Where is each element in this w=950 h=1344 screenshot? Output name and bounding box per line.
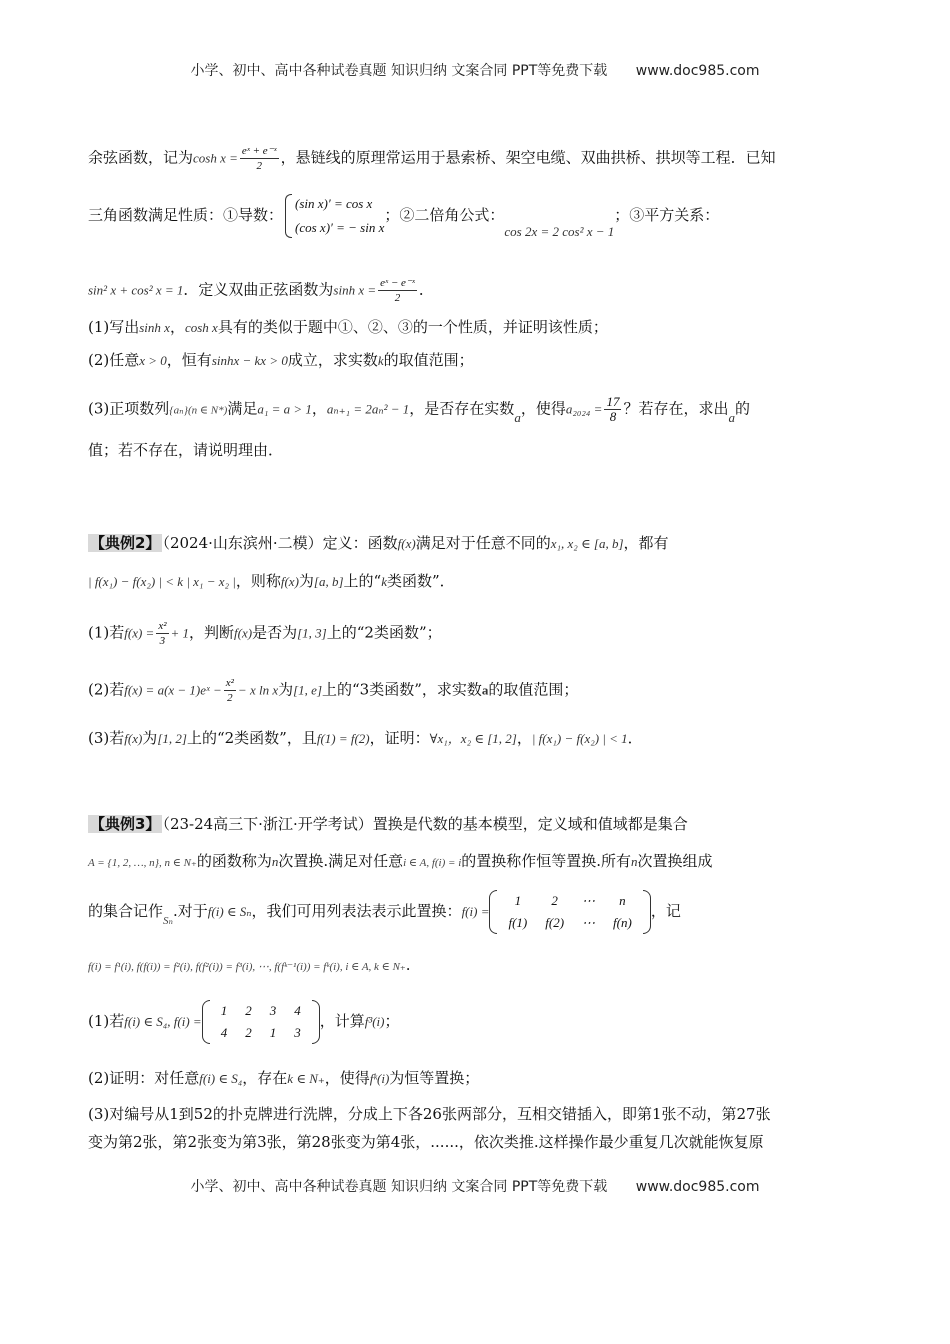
ex2-question-2 xyxy=(88,676,862,705)
text-fragment: a xyxy=(514,409,521,425)
ex2-question-3 xyxy=(88,726,862,751)
ex3-question-2 xyxy=(88,1066,862,1091)
text-fragment: f(i) ∈ Sₙ xyxy=(207,904,252,919)
text-fragment: (3)若 xyxy=(88,729,125,747)
q1-fraction xyxy=(156,619,168,648)
text-fragment: f(i) ∈ S₄, f(i) = xyxy=(124,1014,202,1029)
footer-site-link[interactable]: www.doc985.com xyxy=(635,1179,760,1195)
text-fragment: 次置换.满足对任意 xyxy=(278,852,404,870)
example-2-tag: 【典例2】 xyxy=(90,534,161,552)
text-fragment: (1)若 xyxy=(88,1012,125,1030)
text-fragment: {aₙ}(n ∈ N*) xyxy=(169,404,228,417)
text-fragment: (3)对编号从1到52的扑克牌进行洗牌，分成上下各26张两部分，互相交错插入，即第1张不动，第27张 xyxy=(88,1105,771,1123)
text-fragment: ，恒有 xyxy=(166,351,212,369)
text-fragment: 满足 xyxy=(227,399,258,418)
text-fragment: sinh x xyxy=(139,320,170,335)
text-fragment: 为 xyxy=(298,572,314,590)
text-fragment: ，使得 xyxy=(520,399,566,418)
footer-text: 小学、初中、高中各种试卷真题 知识归纳 文案合同 PPT等免费下载 xyxy=(190,1179,608,1195)
text-fragment: 的函数称为 xyxy=(196,852,272,870)
ex1-question-1 xyxy=(88,315,862,340)
derivative-system xyxy=(283,192,384,240)
text-fragment: ，则称 xyxy=(235,572,281,590)
text-fragment: ，证明： xyxy=(369,729,430,747)
text-fragment: + 1 xyxy=(170,625,190,641)
text-fragment: eˣ + e⁻ˣ xyxy=(241,145,277,157)
text-fragment: 满足对于任意不同的 xyxy=(415,534,551,552)
text-fragment: 上的“2类函数”，且 xyxy=(186,729,317,747)
text-fragment: k xyxy=(381,574,387,589)
text-fragment: | f(x₁) − f(x₂) | < 1 xyxy=(531,731,628,746)
text-fragment: ，计算 xyxy=(319,1012,365,1030)
text-fragment: aₙ₊₁ = 2aₙ² − 1 xyxy=(326,401,410,417)
text-fragment: ，判断 xyxy=(189,623,235,642)
text-fragment: x² xyxy=(158,620,167,632)
text-fragment: 为 xyxy=(142,729,158,747)
text-fragment: ， xyxy=(311,399,327,418)
ex3-line-3 xyxy=(88,890,862,934)
ex1-line-2: 三角函数满足性质：①导数： (sin x)′ = cos x (cos x)′ = − sin x ；②二倍角公式：cos 2x = 2 cos² x − 1；③平方关系： xyxy=(88,192,862,240)
text-fragment: A = {1, 2, …, n}, n ∈ N₊ xyxy=(88,857,197,869)
text-fragment: 的集合记作 xyxy=(88,902,164,920)
text-fragment: ； xyxy=(384,1012,400,1030)
text-fragment: 3 xyxy=(159,635,166,647)
text-fragment: [1, e] xyxy=(293,682,323,698)
text-fragment: 变为第2张，第2张变为第3张，第28张变为第4张，......，依次类推.这样操作最少重复几次就能恢复原 xyxy=(88,1133,764,1151)
text-fragment: a₂₀₂₄ = xyxy=(565,401,603,417)
text-fragment: 值；若不存在，请说明理由． xyxy=(88,441,284,459)
ex3-question-3-line-2 xyxy=(88,1130,862,1154)
text-fragment: 为恒等置换； xyxy=(389,1069,480,1087)
text-fragment: ，存在 xyxy=(242,1069,288,1087)
text-fragment: 17 xyxy=(606,394,620,409)
ex1-question-3 xyxy=(88,395,862,424)
text-fragment: 上的“2类函数”； xyxy=(326,623,442,642)
text-fragment: | f(x₁) − f(x₂) | < k | x₁ − x₂ | xyxy=(88,574,236,589)
ex3-line-1 xyxy=(88,812,862,836)
header-text: 小学、初中、高中各种试卷真题 知识归纳 文案合同 PPT等免费下载 xyxy=(190,63,608,79)
text-fragment: 2 xyxy=(227,692,233,704)
text-fragment: ∀x₁， xyxy=(429,731,461,746)
text-fragment: (sin x)′ = cos x xyxy=(295,196,373,211)
text-fragment: f(i) = xyxy=(461,904,490,919)
ex1-line-3: sin² x + cos² x = 1．定义双曲正弦函数为sinh x = $\frac{\text{eˣ − e⁻ˣ}}{2}$ ． xyxy=(88,277,434,304)
text-fragment: f(x) = a(x − 1)eˣ − xyxy=(124,682,222,698)
text-fragment: ，是否存在实数 xyxy=(409,399,515,418)
text-fragment: Sₙ xyxy=(163,915,173,927)
text-fragment: x² xyxy=(225,677,234,689)
text-fragment: x₂ ∈ [1, 2] xyxy=(460,731,517,746)
text-fragment: ？若存在，求出 xyxy=(623,399,729,418)
text-fragment: 成立，求实数 xyxy=(287,351,378,369)
text-fragment: 的 xyxy=(734,399,750,418)
ex3-line-2 xyxy=(88,849,862,875)
text-fragment: n xyxy=(271,854,279,869)
ex3-question-3-line-1 xyxy=(88,1102,862,1126)
text-fragment: f(x) xyxy=(124,731,143,746)
text-fragment: . xyxy=(405,956,411,974)
text-fragment: f(i) = f¹(i), f(f(i)) = f²(i), f(f²(i)) = f³(i), ⋯, f(fᵏ⁻¹(i)) = fᵏ(i), i ∈ A, k ∈ N₊ xyxy=(88,961,406,973)
text-fragment: ，我们可用列表法表示此置换： xyxy=(251,902,462,920)
text-fragment: 上的“ xyxy=(343,572,382,590)
text-fragment: 上的“3类函数”，求实数 xyxy=(322,680,482,699)
permutation-matrix-s4: 1 2 3 4 4 2 1 3 xyxy=(202,1000,320,1044)
text-fragment: i ∈ A, f(i) = i xyxy=(403,857,462,869)
text-fragment: 次置换组成 xyxy=(637,852,713,870)
text-fragment: a xyxy=(728,409,735,425)
a2024-fraction xyxy=(604,395,621,424)
text-fragment: ，记 xyxy=(650,902,681,920)
text-fragment: [a, b] xyxy=(313,574,344,589)
ex3-question-1 xyxy=(88,1000,862,1044)
text-fragment: eˣ − e⁻ˣ xyxy=(380,277,415,289)
text-fragment: fᵏ(i) xyxy=(369,1071,390,1086)
text-fragment: f(x) xyxy=(397,536,416,551)
ex2-line-2 xyxy=(88,569,862,594)
text-fragment: 类函数”． xyxy=(387,572,455,590)
sinh-fraction xyxy=(378,276,417,305)
text-fragment: − x ln x xyxy=(237,682,279,698)
text-fragment: 具有的类似于题中①、②、③的一个性质，并证明该性质； xyxy=(217,318,608,336)
ex2-line-1 xyxy=(88,531,862,556)
q2-fraction xyxy=(224,676,236,705)
text-fragment: k xyxy=(377,353,384,368)
cosh-fraction xyxy=(240,144,279,173)
text-fragment: 2 xyxy=(394,292,401,304)
text-fragment: ． xyxy=(627,729,643,747)
text-fragment: a₁ = a > 1 xyxy=(257,401,312,417)
text-fragment: (3)正项数列 xyxy=(88,399,170,418)
ex3-line-4 xyxy=(88,953,862,979)
text-fragment: 的取值范围； xyxy=(383,351,474,369)
text-fragment: （23-24高三下·浙江·开学考试）置换是代数的基本模型，定义域和值域都是集合 xyxy=(162,815,688,833)
text-fragment: (2)若 xyxy=(88,680,125,699)
text-fragment: (cos x)′ = − sin x xyxy=(295,220,385,235)
text-fragment: 为 xyxy=(278,680,294,699)
text-fragment: cosh x xyxy=(184,320,218,335)
text-fragment: f(x) xyxy=(280,574,299,589)
text-fragment: k ∈ N₊ xyxy=(287,1071,325,1086)
header-site-link[interactable]: www.doc985.com xyxy=(635,63,760,79)
text-fragment: f(i) ∈ S₄ xyxy=(199,1071,243,1086)
ex1-question-2 xyxy=(88,348,862,373)
ex1-question-3-cont xyxy=(88,438,862,462)
page-header xyxy=(0,60,950,80)
text-fragment: ， xyxy=(169,318,185,336)
text-fragment: x₁, x₂ ∈ [a, b] xyxy=(550,536,624,551)
example-3-tag: 【典例3】 xyxy=(90,815,161,833)
text-fragment: f(1) = f(2) xyxy=(316,731,370,746)
text-fragment: [1, 2] xyxy=(157,731,187,746)
text-fragment: ，都有 xyxy=(623,534,669,552)
text-fragment: 是否为 xyxy=(252,623,298,642)
text-fragment: (1)写出 xyxy=(88,318,140,336)
page-footer xyxy=(0,1176,950,1196)
text-fragment: f³(i) xyxy=(364,1014,385,1029)
text-fragment: f(x) xyxy=(234,625,253,641)
text-fragment: 2 xyxy=(256,160,262,172)
text-fragment: ， xyxy=(516,729,532,747)
text-fragment: f(x) = xyxy=(124,625,155,641)
text-fragment: (2)任意 xyxy=(88,351,140,369)
ex1-line-1: 余弦函数，记为cosh x = $\frac{\text{eˣ + e⁻ˣ}}{2}$ ，悬链线的原理常运用于悬索桥、架空电缆、双曲拱桥、拱坝等工程．已知 xyxy=(88,145,776,172)
text-fragment: sinhx − kx > 0 xyxy=(211,353,288,368)
text-fragment: 8 xyxy=(609,409,617,424)
text-fragment: ，使得 xyxy=(324,1069,370,1087)
text-fragment: x > 0 xyxy=(139,353,167,368)
text-fragment: a xyxy=(481,682,489,698)
text-fragment: [1, 3] xyxy=(297,625,327,641)
ex2-question-1 xyxy=(88,619,862,648)
permutation-matrix-general: 1 2 ⋯ n f(1) f(2) ⋯ f(n) xyxy=(489,890,650,934)
text-fragment: 的取值范围； xyxy=(488,680,579,699)
text-fragment: (2)证明：对任意 xyxy=(88,1069,200,1087)
text-fragment: (1)若 xyxy=(88,623,125,642)
text-fragment: 的置换称作恒等置换.所有 xyxy=(461,852,632,870)
text-fragment: .对于 xyxy=(172,902,208,920)
text-fragment: （2024·山东滨州·二模）定义：函数 xyxy=(162,534,398,552)
text-fragment: n xyxy=(631,854,638,869)
